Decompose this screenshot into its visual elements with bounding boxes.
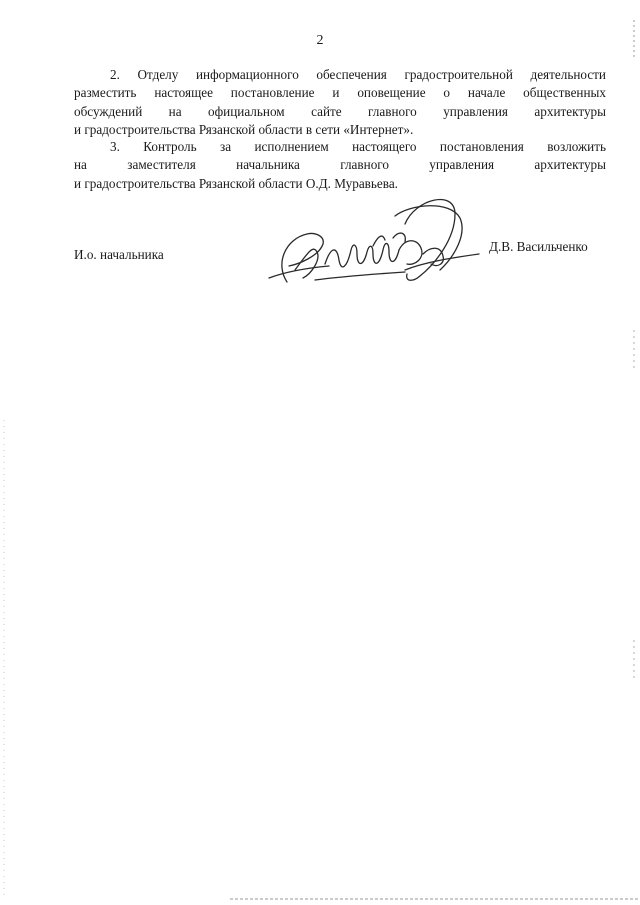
page-number: 2 [316,33,324,48]
paragraph-3-line: на заместителя начальника главного управления архитектуры [74,157,606,173]
paragraph-2-line: разместить настоящее постановление и оповещение о начале общественных [74,85,606,101]
paragraph-2-line: обсуждений на официальном сайте главного управления архитектуры [74,103,606,119]
signatory-role: И.о. начальника [74,247,164,262]
paragraph-3-line: 3. Контроль за исполнением настоящего постановления возложить [110,139,606,154]
paragraph-2-line: 2. Отделу информационного обеспечения градостроительной деятельности [110,67,606,82]
paragraph-3-line: и градостроительства Рязанской области О.Д. Муравьева. [74,175,398,191]
paragraph-2-line: и градостроительства Рязанской области в сети «Интернет». [74,122,414,138]
signatory-name: Д.В. Васильченко [489,239,588,254]
